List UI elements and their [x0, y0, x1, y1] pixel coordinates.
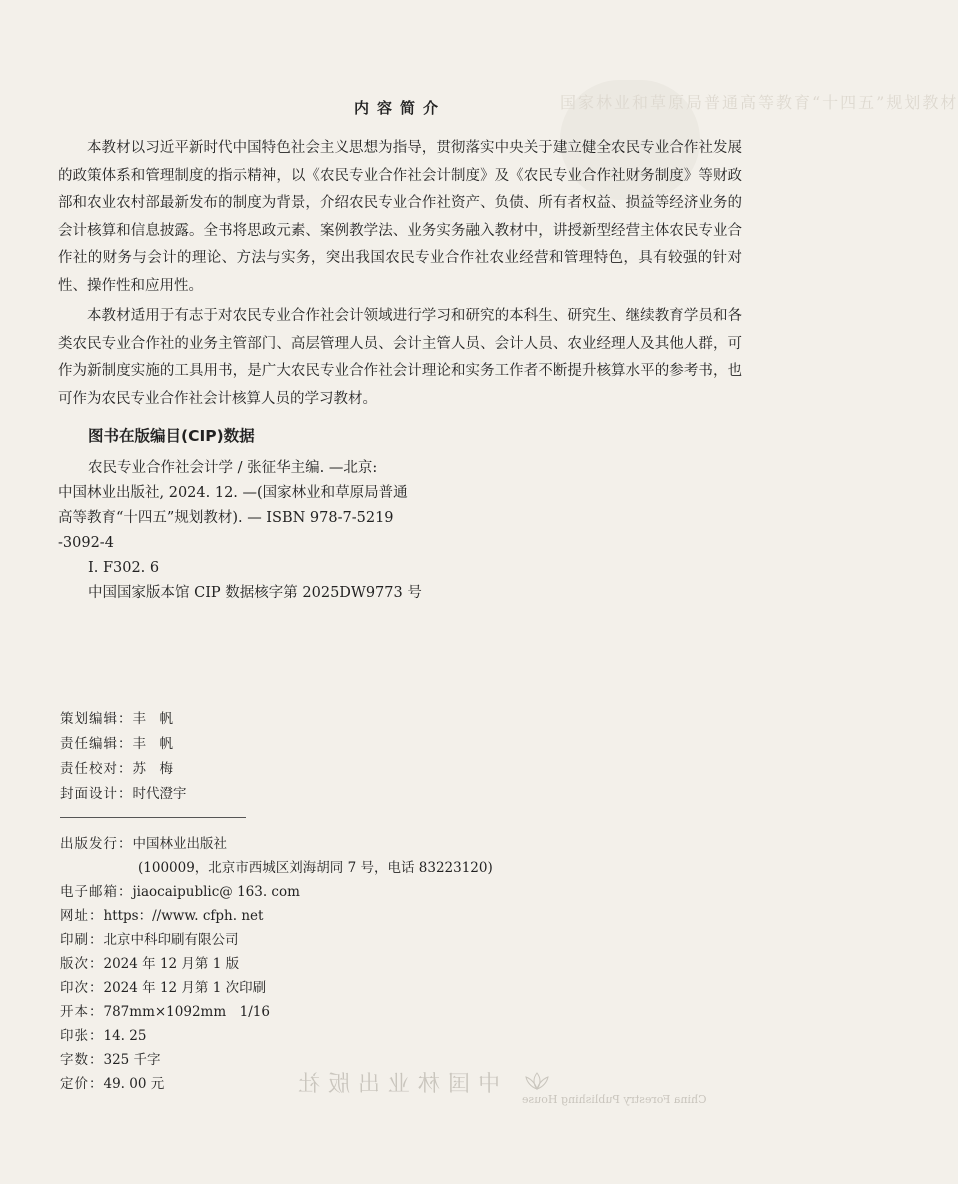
staff-label: 责任编辑： [60, 736, 133, 752]
pub-row-address: (100009，北京市西城区刘海胡同 7 号，电话 83223120) [138, 860, 493, 876]
staff-row-editor [60, 732, 187, 757]
pub-label: 字数： [60, 1052, 104, 1068]
staff-value: 丰 帆 [132, 736, 173, 752]
pub-value: 14. 25 [103, 1028, 147, 1044]
pub-value: 中国林业出版社 [132, 836, 227, 852]
publication-info [60, 832, 493, 1096]
staff-row-proof [60, 757, 187, 782]
cip-line-1: 农民专业合作社会计学 / 张征华主编. —北京: [88, 460, 378, 476]
publisher-logo-bleed [290, 1067, 770, 1107]
pub-value: https：//www. cfph. net [103, 908, 264, 924]
logo-chinese-text: 中国林业出版社 [290, 1072, 501, 1097]
pub-value: 2024 年 12 月第 1 版 [103, 956, 240, 972]
pub-value: 2024 年 12 月第 1 次印刷 [103, 980, 267, 996]
pub-label: 版次： [60, 956, 104, 972]
pub-label: 印次： [60, 980, 104, 996]
staff-label: 策划编辑： [60, 711, 133, 727]
pub-row-format [60, 1000, 493, 1024]
cip-line-6: 中国国家版本馆 CIP 数据核字第 2025DW9773 号 [88, 585, 422, 601]
pub-row-sheets [60, 1024, 493, 1048]
cip-heading: 图书在版编目(CIP)数据 [88, 427, 255, 445]
staff-value: 丰 帆 [132, 711, 173, 727]
pub-value: jiaocaipublic@ 163. com [132, 884, 300, 900]
cip-block [58, 456, 478, 606]
abstract-paragraph-1: 本教材以习近平新时代中国特色社会主义思想为指导，贯彻落实中央关于建立健全农民专业合作社发展的政策体系和管理制度的指示精神，以《农民专业合作社会计制度》及《农民专业合作社财务制度》等财政部和农业农村部最新发布的制度为背景，介绍农民专业合作社资产、负债、所有者权益、损益等经济业务的会计核算和信息披露。全书将思政元素、案例教学法、业务实务融入教材中，讲授新型经营主体农民专业合作社的财务与会计的理论、方法与实务，突出我国农民专业合作社农业经营和管理特色，具有较强的针对性、操作性和应用性。 [58, 140, 742, 294]
pub-label: 印刷： [60, 932, 104, 948]
pub-value: 325 千字 [103, 1052, 161, 1068]
cip-line-4: -3092-4 [58, 535, 114, 551]
pub-row-print [60, 928, 493, 952]
pub-label: 电子邮箱： [60, 884, 133, 900]
staff-list [60, 707, 187, 807]
pub-label: 出版发行： [60, 836, 133, 852]
abstract-body [58, 135, 742, 416]
pub-label: 印张： [60, 1028, 104, 1044]
staff-row-cover [60, 782, 187, 807]
pub-label: 开本： [60, 1004, 104, 1020]
divider-rule [60, 817, 246, 818]
staff-label: 封面设计： [60, 786, 133, 802]
staff-label: 责任校对： [60, 761, 133, 777]
logo-english-text: China Forestry Publishing House [522, 1093, 707, 1106]
pub-value: 787mm×1092mm 1/16 [103, 1004, 270, 1020]
abstract-paragraph-2: 本教材适用于有志于对农民专业合作社会计领域进行学习和研究的本科生、研究生、继续教育学员和各类农民专业合作社的业务主管部门、高层管理人员、会计主管人员、会计人员、农业经理人及其他人群，可作为新制度实施的工具用书，是广大农民专业合作社会计理论和实务工作者不断提升核算水平的参考书，也可作为农民专业合作社会计核算人员的学习教材。 [58, 308, 742, 407]
pub-value: 49. 00 元 [103, 1076, 165, 1092]
pub-row-web [60, 904, 493, 928]
staff-value: 时代澄宇 [132, 786, 187, 802]
staff-row-planner [60, 707, 187, 732]
pub-row-publisher [60, 832, 493, 856]
cip-line-2: 中国林业出版社, 2024. 12. —(国家林业和草原局普通 [58, 485, 408, 501]
pub-row-edition [60, 952, 493, 976]
staff-value: 苏 梅 [132, 761, 173, 777]
bleed-through-text: 国家林业和草原局普通高等教育“十四五”规划教材 [560, 93, 958, 112]
pub-label: 网址： [60, 908, 104, 924]
pub-value: 北京中科印刷有限公司 [103, 932, 239, 948]
pub-row-email [60, 880, 493, 904]
cip-line-3: 高等教育“十四五”规划教材). — ISBN 978-7-5219 [58, 510, 394, 526]
pub-label: 定价： [60, 1076, 104, 1092]
abstract-title: 内容简介 [353, 99, 446, 117]
lotus-icon [522, 1071, 552, 1091]
pub-row-impression [60, 976, 493, 1000]
cip-line-5: Ⅰ. F302. 6 [88, 560, 160, 576]
